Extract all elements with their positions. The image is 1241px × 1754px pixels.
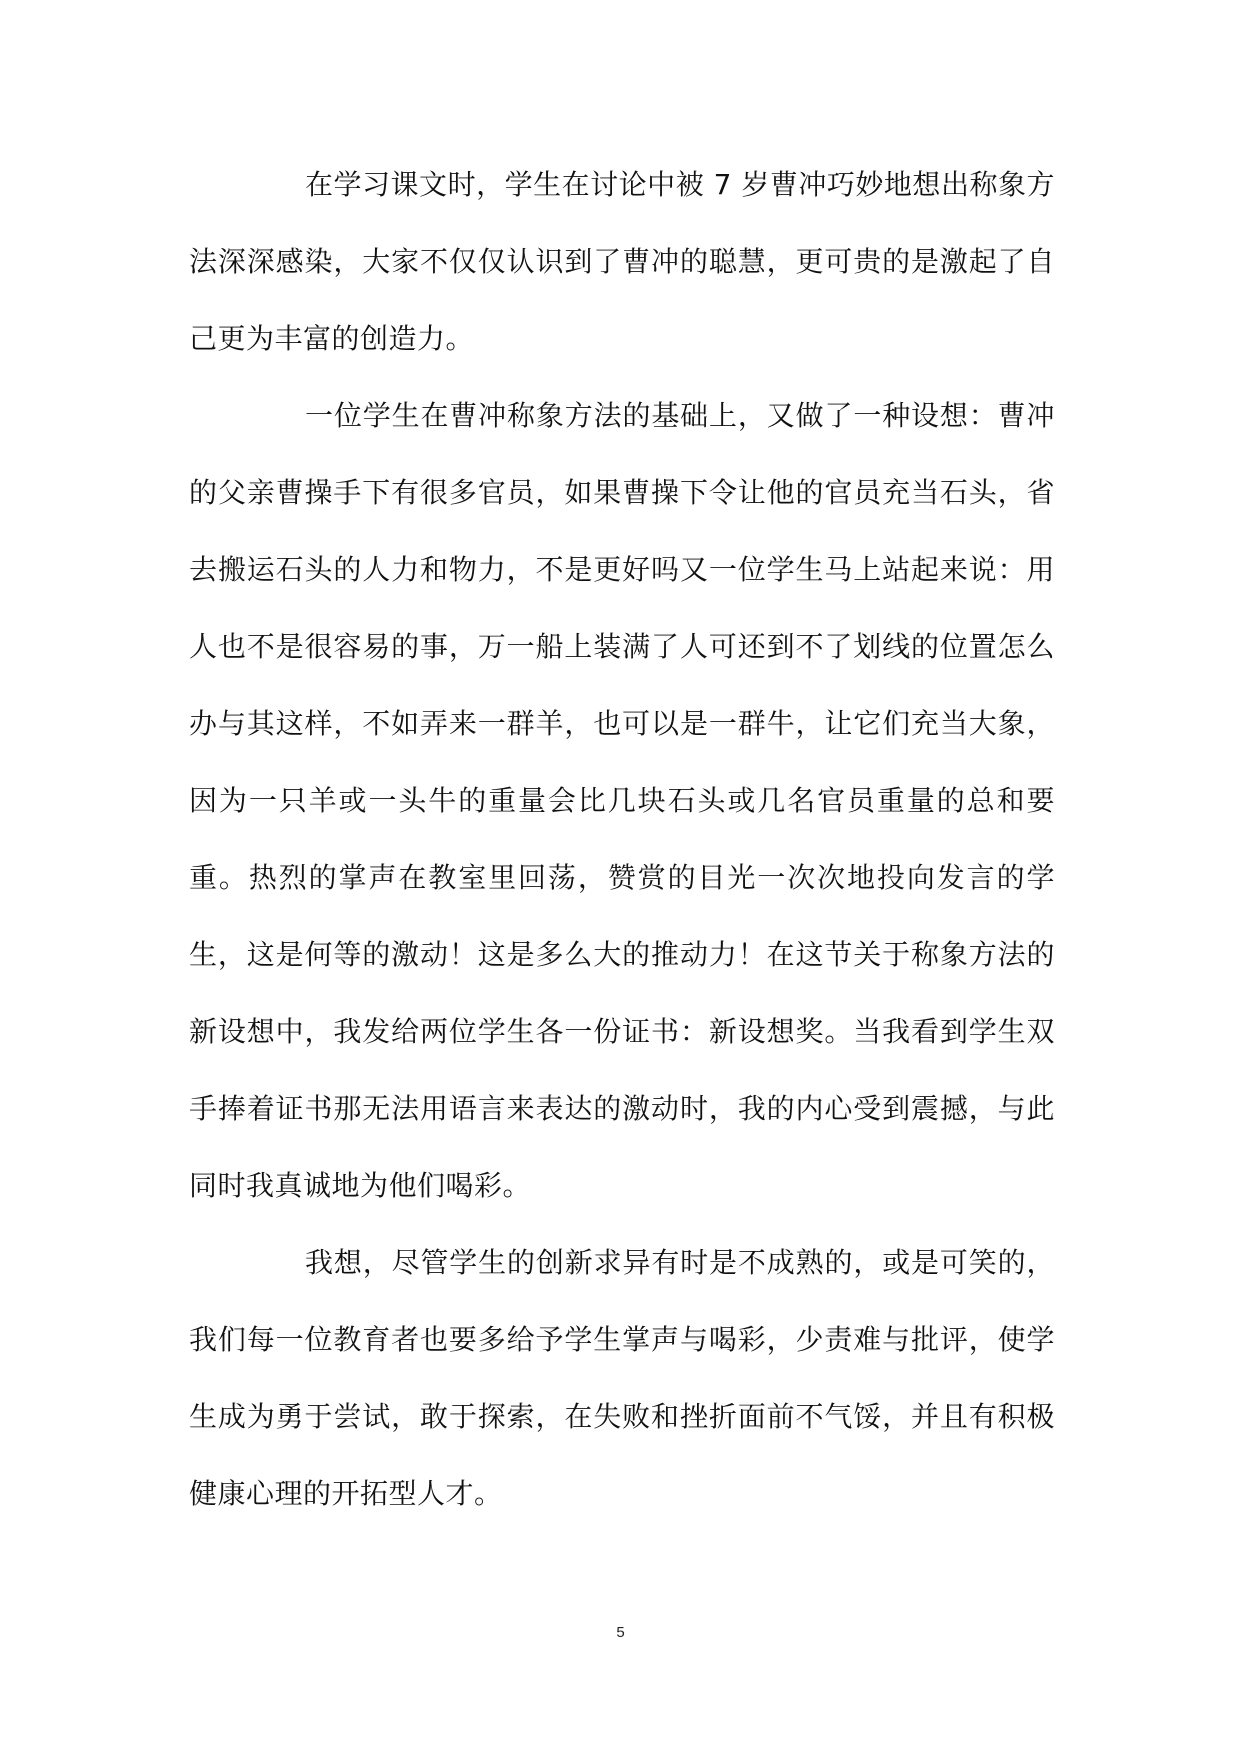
paragraph: 一位学生在曹冲称象方法的基础上，又做了一种设想：曹冲的父亲曹操手下有很多官员，如果曹操下令让他的官员充当石头，省去搬运石头的人力和物力，不是更好吗又一位学生马上站起来说：用人也不是很容易的事，万一船上装满了人可还到不了划线的位置怎么办与其这样，不如弄来一群羊，也可以是一群牛，让它们充当大象，因为一只羊或一头牛的重量会比几块石头或几名官员重量的总和要重。热烈的掌声在教室里回荡，赞赏的目光一次次地投向发言的学生，这是何等的激动！这是多么大的推动力！在这节关于称象方法的新设想中，我发给两位学生各一份证书：新设想奖。当我看到学生双手捧着证书那无法用语言来表达的激动时，我的内心受到震撼，与此同时我真诚地为他们喝彩。 (189, 399, 1055, 1202)
page-number: 5 (616, 1624, 625, 1641)
paragraph: 我想，尽管学生的创新求异有时是不成熟的，或是可笑的，我们每一位教育者也要多给予学生掌声与喝彩，少责难与批评，使学生成为勇于尝试，敢于探索，在失败和挫折面前不气馁，并且有积极健康心理的开拓型人才。 (189, 1246, 1055, 1510)
document-body (189, 146, 1055, 1532)
paragraph: 在学习课文时，学生在讨论中被 7 岁曹冲巧妙地想出称象方法深深感染，大家不仅仅认识到了曹冲的聪慧，更可贵的是激起了自己更为丰富的创造力。 (189, 168, 1055, 355)
